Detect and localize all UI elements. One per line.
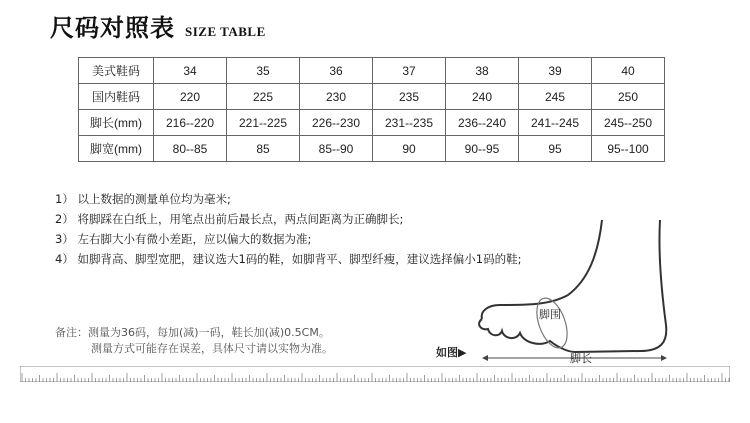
length-arrow-left bbox=[482, 355, 488, 361]
girth-label: 脚围 bbox=[539, 308, 561, 321]
table-cell: 40 bbox=[592, 58, 665, 84]
note-item: 1） 以上数据的测量单位均为毫米; bbox=[55, 192, 231, 206]
table-cell: 85 bbox=[227, 136, 300, 162]
table-cell: 80--85 bbox=[154, 136, 227, 162]
title-english: SIZE TABLE bbox=[185, 24, 266, 39]
table-row bbox=[79, 136, 665, 162]
table-cell: 95--100 bbox=[592, 136, 665, 162]
table-cell: 240 bbox=[446, 84, 519, 110]
length-label: 脚长 bbox=[570, 352, 592, 365]
table-cell: 245--250 bbox=[592, 110, 665, 136]
table-cell: 236--240 bbox=[446, 110, 519, 136]
table-row bbox=[79, 110, 665, 136]
table-row bbox=[79, 58, 665, 84]
row-header: 脚宽(mm) bbox=[79, 136, 154, 162]
table-cell: 35 bbox=[227, 58, 300, 84]
page-title bbox=[50, 8, 266, 43]
ruler-body bbox=[20, 366, 730, 382]
foot-front-outline bbox=[482, 220, 602, 319]
as-shown-label: 如图▶ bbox=[436, 346, 467, 359]
foot-illustration bbox=[470, 215, 685, 365]
note-item: 2） 将脚踩在白纸上，用笔点出前后最长点，两点间距离为正确脚长; bbox=[55, 212, 404, 226]
table-cell: 85--90 bbox=[300, 136, 373, 162]
remark-block bbox=[55, 325, 333, 357]
table-cell: 235 bbox=[373, 84, 446, 110]
table-row bbox=[79, 84, 665, 110]
table-cell: 245 bbox=[519, 84, 592, 110]
table-cell: 38 bbox=[446, 58, 519, 84]
table-cell: 241--245 bbox=[519, 110, 592, 136]
foot-back-outline bbox=[575, 220, 666, 352]
table-cell: 39 bbox=[519, 58, 592, 84]
table-cell: 230 bbox=[300, 84, 373, 110]
table-cell: 250 bbox=[592, 84, 665, 110]
table-cell: 231--235 bbox=[373, 110, 446, 136]
title-chinese: 尺码对照表 bbox=[50, 13, 175, 42]
remark-line: 测量方式可能存在误差，具体尺寸请以实物为准。 bbox=[91, 342, 333, 355]
notes-list bbox=[55, 189, 521, 269]
table-cell: 216--220 bbox=[154, 110, 227, 136]
table-cell: 226--230 bbox=[300, 110, 373, 136]
row-header: 脚长(mm) bbox=[79, 110, 154, 136]
row-header: 国内鞋码 bbox=[79, 84, 154, 110]
note-item: 4） 如脚背高、脚型宽肥，建议选大1码的鞋，如脚背平、脚型纤瘦，建议选择偏小1码的鞋; bbox=[55, 252, 522, 266]
length-arrow-right bbox=[661, 355, 667, 361]
table-cell: 225 bbox=[227, 84, 300, 110]
remark-line: 备注：测量为36码，每加(减)一码，鞋长加(减)0.5CM。 bbox=[55, 326, 330, 339]
ruler bbox=[20, 366, 730, 382]
table-cell: 221--225 bbox=[227, 110, 300, 136]
table-cell: 95 bbox=[519, 136, 592, 162]
table-cell: 36 bbox=[300, 58, 373, 84]
size-table bbox=[78, 57, 665, 162]
table-cell: 34 bbox=[154, 58, 227, 84]
table-cell: 90 bbox=[373, 136, 446, 162]
table-cell: 37 bbox=[373, 58, 446, 84]
table-cell: 220 bbox=[154, 84, 227, 110]
note-item: 3） 左右脚大小有微小差距，应以偏大的数据为准; bbox=[55, 232, 312, 246]
table-cell: 90--95 bbox=[446, 136, 519, 162]
row-header: 美式鞋码 bbox=[79, 58, 154, 84]
